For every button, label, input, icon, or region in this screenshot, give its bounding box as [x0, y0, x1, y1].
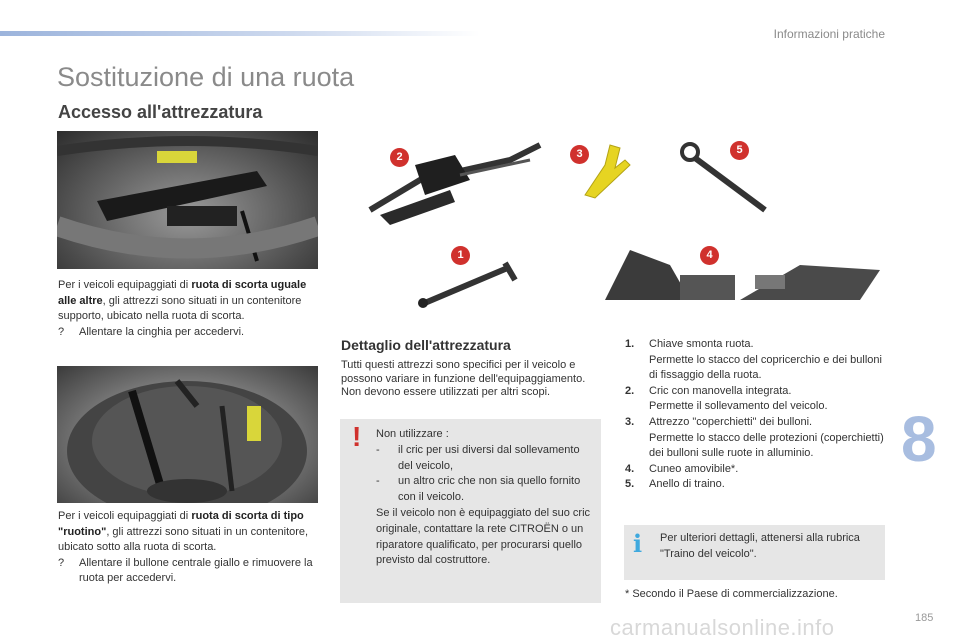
text-bold: ruota di scorta di tipo "ruotino": [58, 510, 304, 538]
jack-illustration: [360, 140, 550, 230]
item-number: 4.: [625, 462, 635, 475]
text: il cric per usi diversi dal sollevamento del veicolo,: [398, 443, 580, 472]
item-number: 5.: [625, 478, 635, 491]
info-box: [624, 525, 885, 580]
text: Per i veicoli equipaggiati di: [58, 279, 192, 291]
footnote: * Secondo il Paese di commercializzazione.: [625, 588, 838, 600]
tools-list: [625, 337, 885, 493]
tool-badge-3: 3: [570, 145, 589, 164]
photo-tools-under-space-saver: [57, 366, 318, 503]
warning-body: Se il veicolo non è equipaggiato del suo cric originale, contattare la rete CITROËN o un riparatore qualificato, per procurarsi quello previsto dal costruttore.: [376, 506, 591, 567]
text: , gli attrezzi sono situati in un contenitore, ubicato sotto alla ruota di scorta.: [58, 525, 309, 554]
info-text: Per ulteriori dettagli, attenersi alla rubrica "Traino del veicolo".: [660, 532, 860, 560]
paragraph-detail-intro: Tutti questi attrezzi sono specifici per il veicolo e possono variare in funzione dell'equipaggiamento. Non devono essere utilizzati per altri scopi.: [341, 359, 586, 399]
warning-item: [376, 443, 594, 475]
instruction-bullet: ? Allentare la cinghia per accedervi.: [58, 325, 245, 338]
paragraph-full-size-spare: [58, 278, 320, 340]
info-icon: i: [633, 529, 643, 558]
instruction-bullet: ? Allentare il bullone centrale giallo e rimuovere la ruota per accedervi.: [58, 556, 313, 585]
tool-badge-4: 4: [700, 246, 719, 265]
text: un altro cric che non sia quello fornito con il veicolo.: [398, 475, 581, 504]
text-bold: ruota di scorta uguale alle altre: [58, 279, 307, 307]
header-bar: [0, 31, 480, 36]
item-desc: Permette il sollevamento del veicolo.: [649, 400, 828, 413]
dash: -: [376, 443, 380, 456]
tool-badge-2: 2: [390, 148, 409, 167]
chapter-number: 8: [901, 403, 937, 475]
section-heading-detail: Dettaglio dell'attrezzatura: [341, 337, 511, 353]
section-heading-access: Accesso all'attrezzatura: [58, 102, 263, 122]
item-name: Anello di traino.: [649, 478, 725, 491]
page-title: Sostituzione di una ruota: [57, 62, 355, 92]
dash: -: [376, 475, 380, 488]
list-item: [625, 462, 885, 478]
item-name: Attrezzo "coperchietti" dei bulloni.: [649, 415, 813, 428]
warning-item: [376, 474, 594, 506]
warning-box: [340, 419, 601, 603]
list-item: [625, 477, 885, 493]
paragraph-space-saver: [58, 509, 320, 587]
item-name: Cuneo amovibile*.: [649, 462, 739, 475]
item-desc: Permette lo stacco delle protezioni (coperchietti) dei bulloni sulle ruote in alluminio.: [649, 431, 884, 460]
item-number: 1.: [625, 338, 635, 350]
photo-tools-in-spare-wheel: [57, 131, 318, 269]
text: Per i veicoli equipaggiati di: [58, 510, 192, 522]
header-section-title: Informazioni pratiche: [773, 27, 885, 41]
wheel-brace-illustration: [415, 255, 525, 315]
text: , gli attrezzi sono situati in un contenitore supporto, ubicato nella ruota di scorta.: [58, 294, 302, 323]
warning-icon: !: [352, 421, 362, 452]
wheel-chock-illustration: [600, 245, 885, 312]
list-item: [625, 415, 885, 462]
text: Allentare il bullone centrale giallo e rimuovere la ruota per accedervi.: [79, 556, 313, 585]
item-name: Cric con manovella integrata.: [649, 384, 792, 397]
list-item: [625, 384, 885, 415]
watermark: carmanualsonline.info: [610, 615, 835, 640]
item-desc: Permette lo stacco del copricerchio e dei bulloni di fissaggio della ruota.: [649, 353, 882, 382]
item-number: 2.: [625, 384, 635, 397]
text: Allentare la cinghia per accedervi.: [79, 325, 245, 338]
item-name: Chiave smonta ruota.: [649, 338, 754, 350]
list-item: [625, 337, 885, 384]
tool-badge-1: 1: [451, 246, 470, 265]
towing-eye-illustration: [675, 140, 775, 220]
item-number: 3.: [625, 415, 635, 428]
warning-text: [376, 427, 594, 569]
page-number: 185: [915, 612, 934, 624]
tool-badge-5: 5: [730, 141, 749, 160]
warning-lead: Non utilizzare :: [376, 428, 449, 440]
